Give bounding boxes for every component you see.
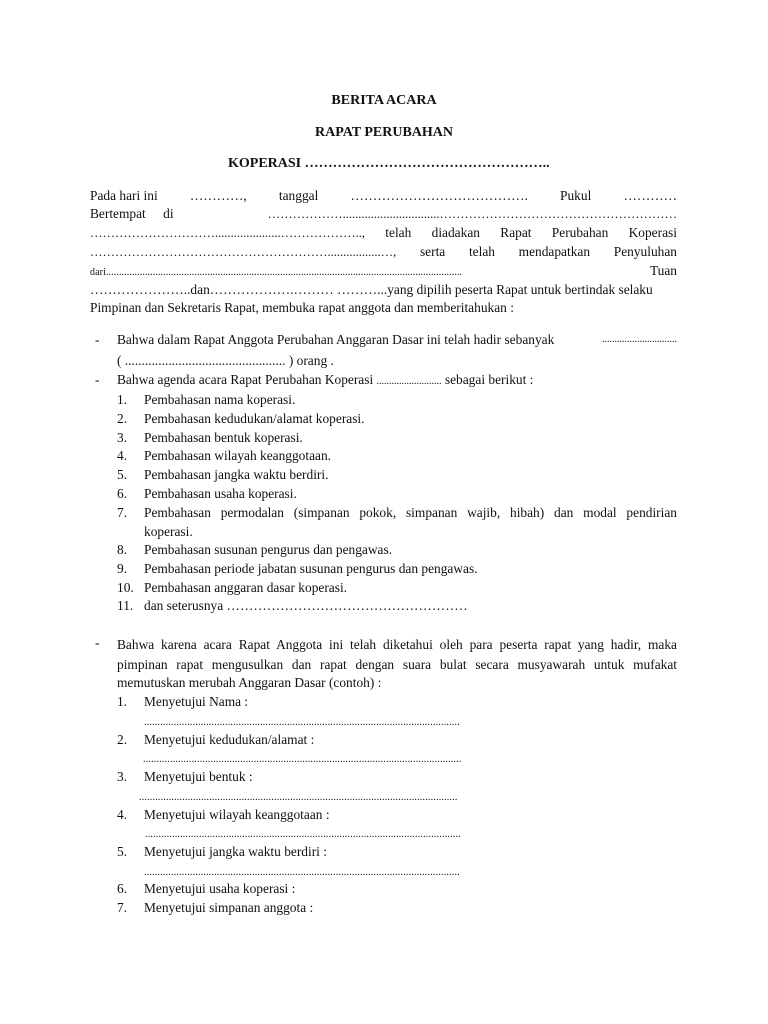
intro-text: telah (385, 225, 412, 240)
decision-item: Menyetujui wilayah keanggotaan : (144, 807, 330, 822)
intro-line-2 (90, 205, 677, 224)
agenda-blank: .......................... (376, 376, 442, 387)
intro-blank: ………………………………………………….................…, (90, 245, 397, 259)
attendance-blank: .............................. (602, 334, 677, 345)
agenda-item: Pembahasan anggaran dasar koperasi. (144, 580, 348, 595)
agenda-item-number: 11. (117, 598, 134, 613)
intro-blank: dari......................................................................................................................................... (90, 267, 463, 278)
decision-item-number: 4. (117, 807, 128, 822)
intro-text: tanggal (278, 188, 319, 203)
intro-text: di (163, 206, 174, 221)
agenda-item: Pembahasan permodalan (simpanan pokok, simpanan wajib, hibah) dan modal pendirian (144, 505, 677, 520)
koperasi-heading: KOPERASI …………………………………………….. (228, 156, 550, 171)
intro-blank: …………, (189, 188, 247, 203)
intro-text: mendapatkan (518, 244, 591, 259)
agenda-item-number: 4. (117, 448, 128, 463)
document-subtitle: RAPAT PERUBAHAN (314, 125, 454, 140)
agenda-item-number: 1. (117, 392, 128, 407)
intro-text: Tuan (649, 263, 677, 278)
decision-item: Menyetujui bentuk : (144, 769, 253, 784)
decision-item-blank: ..................................................................................................................... (144, 717, 460, 728)
decision-item-number: 3. (117, 769, 128, 784)
agenda-item-continuation: koperasi. (144, 524, 193, 539)
intro-blank: ………………...............................………………………………………………… (267, 207, 677, 221)
agenda-item: Pembahasan jangka waktu berdiri. (144, 467, 329, 482)
agenda-item: Pembahasan usaha koperasi. (144, 486, 297, 501)
decision-line-1: Bahwa karena acara Rapat Anggota ini telah diketahui oleh para peserta rapat yang hadir, maka (117, 637, 677, 652)
bullet-dash: - (95, 332, 100, 347)
intro-text: Perubahan (551, 225, 609, 240)
decision-item-blank: ..................................................................................................................... (145, 829, 461, 840)
agenda-intro (117, 371, 677, 392)
agenda-item-number: 9. (117, 561, 128, 576)
intro-text: Pukul (560, 188, 592, 203)
decision-item-number: 6. (117, 881, 128, 896)
decision-item-blank: ..................................................................................................................... (144, 867, 460, 878)
intro-text: serta (419, 244, 446, 259)
intro-line-6: …………………..dan……………….……… ………...yang dipilih peserta Rapat untuk bertindak selaku (90, 282, 653, 297)
decision-item: Menyetujui usaha koperasi : (144, 881, 296, 896)
bullet-dash: - (95, 372, 100, 387)
intro-text: Koperasi (628, 225, 677, 240)
agenda-item: Pembahasan nama koperasi. (144, 392, 296, 407)
agenda-text: Bahwa agenda acara Rapat Perubahan Koperasi (117, 372, 374, 387)
agenda-item-number: 6. (117, 486, 128, 501)
agenda-item-number: 5. (117, 467, 128, 482)
agenda-item: Pembahasan susunan pengurus dan pengawas. (144, 542, 393, 557)
decision-item: Menyetujui simpanan anggota : (144, 900, 314, 915)
attendance-line (117, 331, 677, 350)
intro-text: Rapat (500, 225, 532, 240)
decision-item-number: 5. (117, 844, 128, 859)
agenda-item-number: 7. (117, 505, 128, 520)
intro-line-4 (90, 243, 677, 262)
decision-item-number: 2. (117, 732, 128, 747)
decision-item: Menyetujui jangka waktu berdiri : (144, 844, 327, 859)
agenda-item: Pembahasan periode jabatan susunan pengurus dan pengawas. (144, 561, 478, 576)
agenda-item-number: 8. (117, 542, 128, 557)
agenda-item: Pembahasan bentuk koperasi. (144, 430, 303, 445)
bullet-dash: - (95, 635, 100, 650)
intro-blank: ………………………….....................……………….., (90, 226, 365, 240)
attendance-text: Bahwa dalam Rapat Anggota Perubahan Anggaran Dasar ini telah hadir sebanyak (117, 332, 555, 347)
decision-line-2: pimpinan rapat mengusulkan dan rapat dengan suara bulat secara musyawarah untuk mufakat (117, 657, 677, 672)
decision-item: Menyetujui Nama : (144, 694, 249, 709)
attendance-count-line: ( ................................................ ) orang . (117, 353, 334, 368)
decision-item-number: 1. (117, 694, 128, 709)
agenda-item: Pembahasan wilayah keanggotaan. (144, 448, 332, 463)
intro-text: Bertempat (90, 206, 146, 221)
agenda-item-number: 2. (117, 411, 128, 426)
intro-line-5 (90, 262, 677, 283)
intro-text: Pada hari ini (90, 188, 158, 203)
agenda-text: sebagai berikut : (444, 372, 534, 387)
agenda-item-number: 3. (117, 430, 128, 445)
agenda-item: dan seterusnya ……………………………………………… (144, 598, 468, 613)
intro-blank: ………… (623, 188, 677, 203)
intro-line-7: Pimpinan dan Sekretaris Rapat, membuka rapat anggota dan memberitahukan : (90, 300, 514, 315)
intro-text: telah (468, 244, 495, 259)
decision-item-blank: ...................................................................................................................... (143, 754, 462, 765)
decision-line-3: memutuskan merubah Anggaran Dasar (contoh) : (117, 675, 382, 690)
decision-item-blank: ...................................................................................................................... (139, 792, 458, 803)
agenda-item: Pembahasan kedudukan/alamat koperasi. (144, 411, 365, 426)
decision-item: Menyetujui kedudukan/alamat : (144, 732, 315, 747)
decision-item-number: 7. (117, 900, 128, 915)
agenda-item-number: 10. (117, 580, 134, 595)
intro-blank: …………………………………. (350, 188, 528, 203)
intro-line-3 (90, 224, 677, 243)
intro-text: Penyuluhan (613, 244, 677, 259)
document-title: BERITA ACARA (331, 93, 437, 108)
intro-text: diadakan (431, 225, 480, 240)
intro-line-1 (90, 187, 677, 206)
